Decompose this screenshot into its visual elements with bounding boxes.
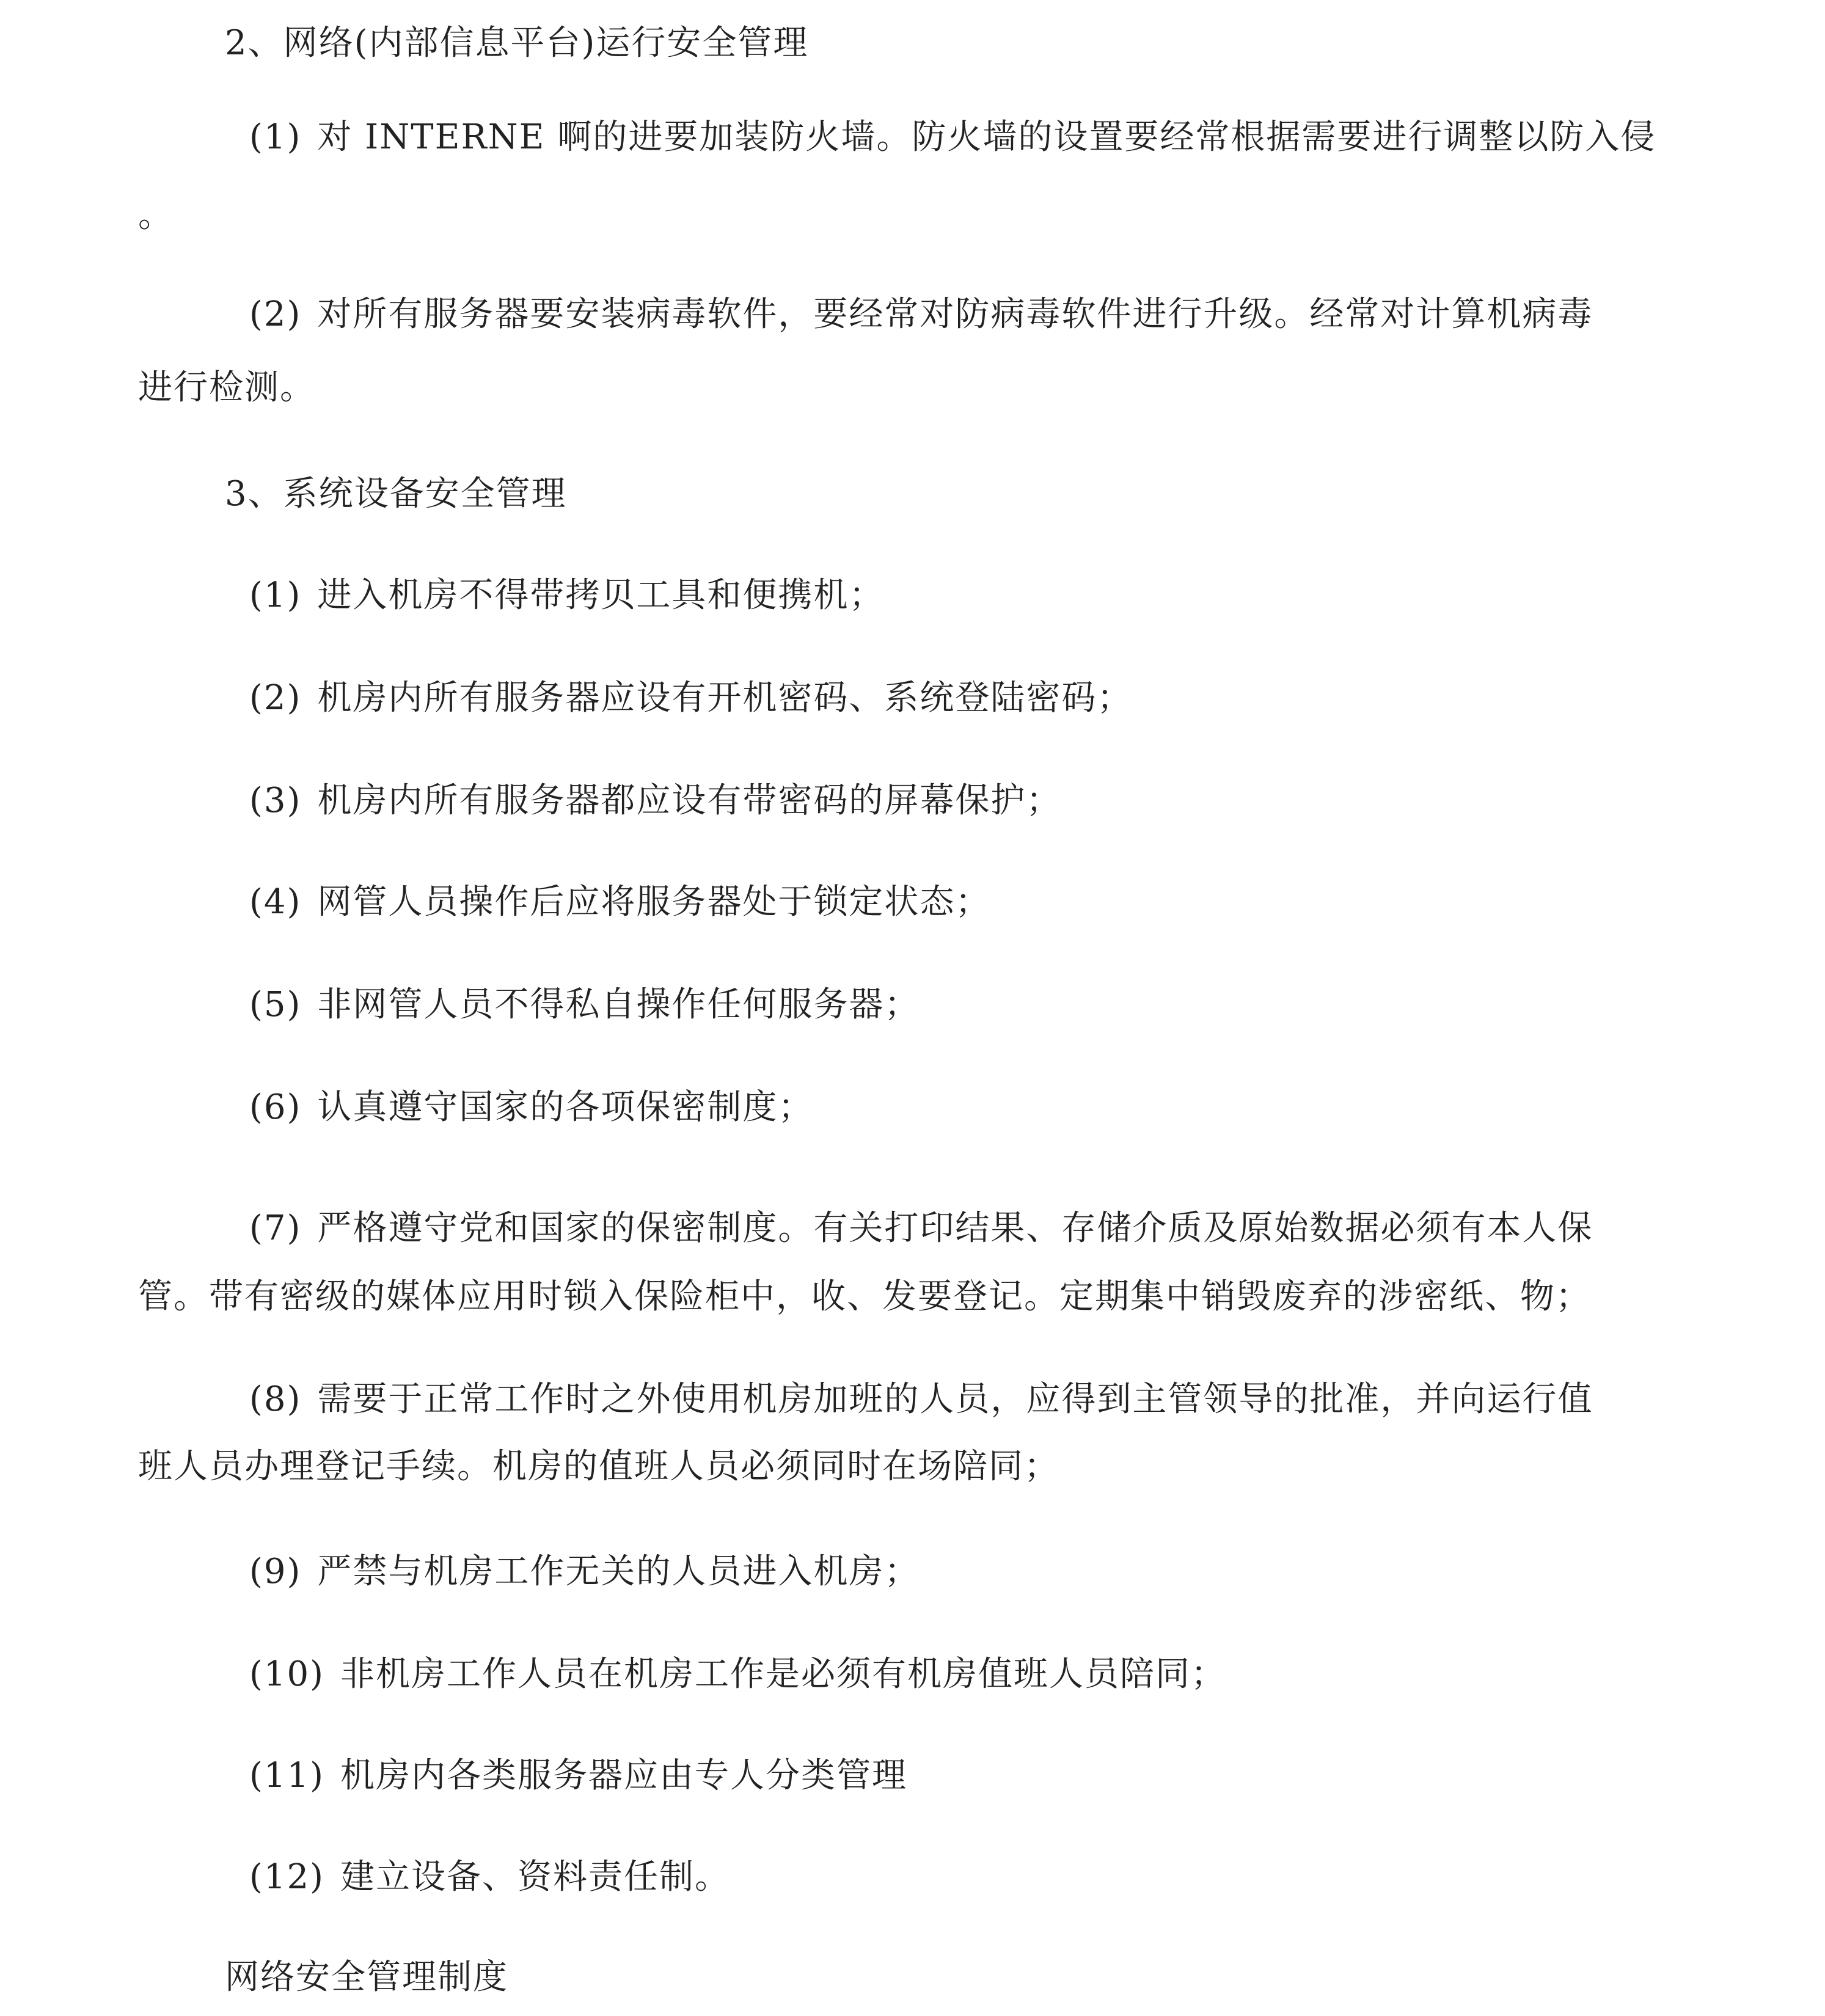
item-text: 网管人员操作后应将服务器处于锁定状态；: [317, 882, 991, 922]
footer-title: 网络安全管理制度: [225, 1957, 508, 1997]
list-item: [249, 780, 1061, 822]
item-number: (8): [249, 1379, 302, 1419]
s3-item-8-line-2: 班人员办理登记手续。机房的值班人员必须同时在场陪同；: [138, 1447, 1059, 1486]
item-number: (2): [249, 294, 302, 334]
s2-item-1-line-2: 。: [138, 195, 174, 235]
list-item: [249, 1086, 813, 1129]
list-item: [249, 881, 990, 924]
list-item: [249, 1550, 920, 1593]
item-text: 严格遵守党和国家的保密制度。有关打印结果、存储介质及原始数据必须有本人保: [317, 1208, 1593, 1248]
s2-item-1-line-1: [249, 116, 1656, 159]
section-heading-2: 2、网络(内部信息平台)运行安全管理: [225, 23, 809, 63]
list-item: [249, 1755, 907, 1797]
item-text: 严禁与机房工作无关的人员进入机房；: [317, 1552, 920, 1591]
item-text: 机房内所有服务器应设有开机密码、系统登陆密码；: [317, 678, 1133, 718]
s3-item-7-line-2: 管。带有密级的媒体应用时锁入保险柜中，收、发要登记。定期集中销毁废弃的涉密纸、物；: [138, 1277, 1591, 1317]
item-number: (5): [249, 985, 302, 1024]
item-text: 机房内各类服务器应由专人分类管理: [340, 1756, 907, 1795]
item-number: (1): [249, 575, 302, 615]
item-number: (2): [249, 678, 302, 718]
item-text: 非机房工作人员在机房工作是必须有机房值班人员陪同；: [340, 1654, 1226, 1694]
item-number: (7): [249, 1208, 302, 1248]
item-number: (1): [249, 117, 302, 157]
s2-item-2-line-2: 进行检测。: [138, 368, 315, 407]
s3-item-8-line-1: [249, 1378, 1593, 1421]
item-text: 对 INTERNE 啊的进要加装防火墙。防火墙的设置要经常根据需要进行调整以防入侵: [317, 117, 1656, 157]
item-number: (3): [249, 781, 302, 820]
item-number: (9): [249, 1552, 302, 1591]
item-number: (12): [249, 1857, 324, 1897]
item-text: 认真遵守国家的各项保密制度；: [317, 1087, 814, 1127]
list-item: [249, 1856, 730, 1899]
s3-item-7-line-1: [249, 1207, 1593, 1250]
item-text: 机房内所有服务器都应设有带密码的屏幕保护；: [317, 781, 1062, 820]
item-text: 进入机房不得带拷贝工具和便携机；: [317, 575, 885, 615]
s2-item-2-line-1: [249, 293, 1593, 336]
item-number: (11): [249, 1756, 324, 1795]
list-item: [249, 574, 884, 617]
item-number: (10): [249, 1654, 324, 1694]
item-text: 建立设备、资料责任制。: [340, 1857, 730, 1897]
list-item: [249, 677, 1132, 720]
section-heading-3: 3、系统设备安全管理: [225, 474, 567, 514]
item-text: 非网管人员不得私自操作任何服务器；: [317, 985, 920, 1024]
item-number: (6): [249, 1087, 302, 1127]
list-item: [249, 984, 920, 1026]
item-text: 需要于正常工作时之外使用机房加班的人员，应得到主管领导的批准，并向运行值: [317, 1379, 1593, 1419]
item-number: (4): [249, 882, 302, 922]
list-item: [249, 1653, 1226, 1696]
item-text: 对所有服务器要安装病毒软件，要经常对防病毒软件进行升级。经常对计算机病毒: [317, 294, 1593, 334]
